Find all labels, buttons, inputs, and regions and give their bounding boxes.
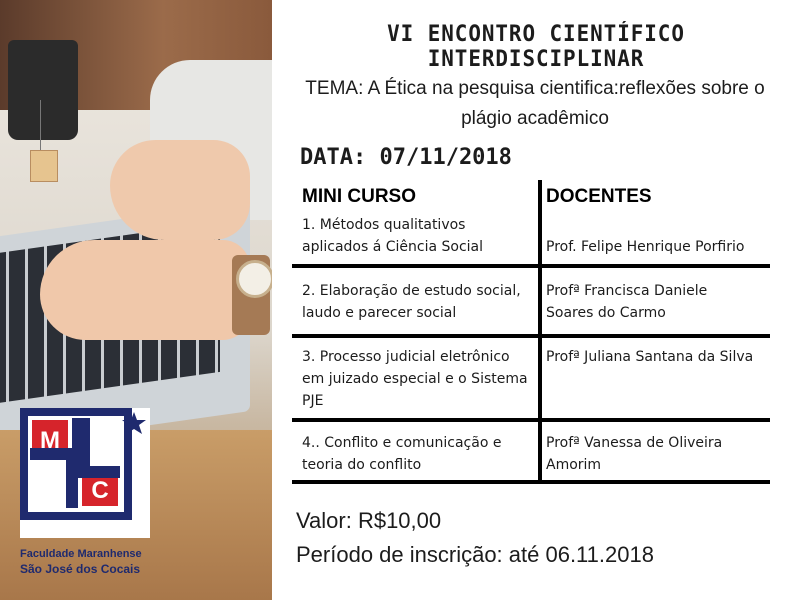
event-title: VI ENCONTRO CIENTÍFICO INTERDISCIPLINAR <box>387 22 685 72</box>
price: Valor: R$10,00 <box>296 508 442 533</box>
tea-tag <box>30 150 58 182</box>
teacher-cell: Profª Juliana Santana da Silva <box>546 349 754 365</box>
college-logo-mark <box>20 408 150 538</box>
registration-period: Período de inscrição: até 06.11.2018 <box>296 542 654 567</box>
tea-tag-string <box>40 100 41 152</box>
table-divider-vertical <box>538 180 542 484</box>
course-cell: 4.. Conflito e comunicação e teoria do conflito <box>302 435 502 473</box>
logo-line-2: São José dos Cocais <box>20 562 141 576</box>
logo-letter-m: M <box>40 427 60 454</box>
hand-image-2 <box>40 240 250 340</box>
college-logo <box>20 408 180 578</box>
hand-image <box>110 140 250 240</box>
course-cell: 3. Processo judicial eletrônico em juizado especial e o Sistema PJE <box>302 349 528 409</box>
table-divider <box>292 264 770 268</box>
teacher-cell: Prof. Felipe Henrique Porfirio <box>546 239 745 255</box>
table-divider <box>292 334 770 338</box>
table-header-teacher: DOCENTES <box>546 186 652 207</box>
event-theme: TEMA: A Ética na pesquisa cientifica:reflexões sobre o plágio acadêmico <box>305 78 765 129</box>
course-cell: 1. Métodos qualitativos aplicados á Ciência Social <box>302 217 484 255</box>
watch-face <box>236 260 272 298</box>
coffee-cup-image <box>8 40 78 140</box>
teacher-cell: Profª Francisca Daniele Soares do Carmo <box>546 283 708 321</box>
teacher-cell: Profª Vanessa de Oliveira Amorim <box>546 435 723 473</box>
course-cell: 2. Elaboração de estudo social, laudo e parecer social <box>302 283 521 321</box>
table-header-course: MINI CURSO <box>302 186 416 207</box>
table-divider <box>292 418 770 422</box>
courses-table <box>292 180 770 484</box>
table-divider <box>292 480 770 484</box>
logo-line-1: Faculdade Maranhense <box>20 548 142 560</box>
logo-letter-c: C <box>91 477 109 504</box>
event-date: DATA: 07/11/2018 <box>300 145 512 170</box>
